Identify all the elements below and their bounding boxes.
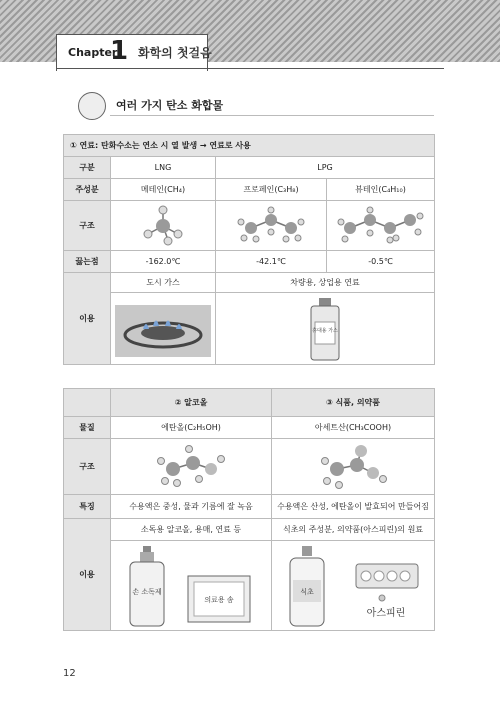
food-medicine-image <box>272 541 435 631</box>
substance-acetic-acid: 아세트산(CH₃COOH) <box>272 417 435 439</box>
use-lpg: 차량용, 상업용 연료 <box>216 273 435 293</box>
row-label-use2: 이용 <box>64 519 111 631</box>
gas-can-label: 휴대용 가스 <box>312 327 338 334</box>
lng-header: LNG <box>111 157 216 179</box>
chapter-underline <box>56 68 444 69</box>
chapter-number: 1 <box>110 36 129 66</box>
substance-ethanol: 에탄올(C₂H₅OH) <box>111 417 272 439</box>
row-label-structure: 구조 <box>64 201 111 251</box>
feature-acetic-acid: 수용액은 산성, 에탄올이 발효되어 만들어짐 <box>272 495 435 519</box>
food-medicine-header: ③ 식품, 의약품 <box>272 389 435 417</box>
propane-model <box>216 201 327 251</box>
section-underline <box>110 115 434 116</box>
use-lng: 도시 가스 <box>111 273 216 293</box>
fuel-caption: ① 연료: 탄화수소는 연소 시 열 발생 → 연료로 사용 <box>64 135 435 157</box>
component-methane: 메테인(CH₄) <box>111 179 216 201</box>
gas-can-image <box>216 293 435 365</box>
boiling-butane: -0.5℃ <box>327 251 435 273</box>
section-icon <box>78 92 106 120</box>
row-label-component: 주성분 <box>64 179 111 201</box>
gas-burner-image <box>111 293 216 365</box>
use-ethanol: 소독용 알코올, 용매, 연료 등 <box>111 519 272 541</box>
section-title: 여러 가지 탄소 화합물 <box>116 99 224 112</box>
fuel-table <box>63 134 435 365</box>
row-label-kind: 구분 <box>64 157 111 179</box>
row-label-feature: 특징 <box>64 495 111 519</box>
page-number: 12 <box>63 668 76 679</box>
lpg-header: LPG <box>216 157 435 179</box>
ethanol-model <box>111 439 272 495</box>
sanitizer-label: 손 소독제 <box>132 587 162 596</box>
aspirin-label: 아스피린 <box>366 607 406 619</box>
component-propane: 프로페인(C₃H₈) <box>216 179 327 201</box>
alcohol-header: ② 알코올 <box>111 389 272 417</box>
boiling-methane: -162.0℃ <box>111 251 216 273</box>
butane-model <box>327 201 435 251</box>
row-label-use: 이용 <box>64 273 111 365</box>
row-label-substance: 물질 <box>64 417 111 439</box>
feature-ethanol: 수용액은 중성, 물과 기름에 잘 녹음 <box>111 495 272 519</box>
vinegar-label: 식초 <box>300 587 314 596</box>
boiling-propane: -42.1℃ <box>216 251 327 273</box>
acetic-acid-model <box>272 439 435 495</box>
methane-model <box>111 201 216 251</box>
header-blank <box>64 389 111 417</box>
alcohol-products-image <box>111 541 272 631</box>
chapter-word: Chapter <box>68 46 118 59</box>
row-label-boiling: 끓는점 <box>64 251 111 273</box>
use-acetic-acid: 식초의 주성분, 의약품(아스피린)의 원료 <box>272 519 435 541</box>
chapter-title: 화학의 첫걸음 <box>138 46 212 60</box>
row-label-structure2: 구조 <box>64 439 111 495</box>
component-butane: 뷰테인(C₄H₁₀) <box>327 179 435 201</box>
alcohol-food-table <box>63 388 435 631</box>
cotton-label: 의료용 솜 <box>204 595 234 604</box>
